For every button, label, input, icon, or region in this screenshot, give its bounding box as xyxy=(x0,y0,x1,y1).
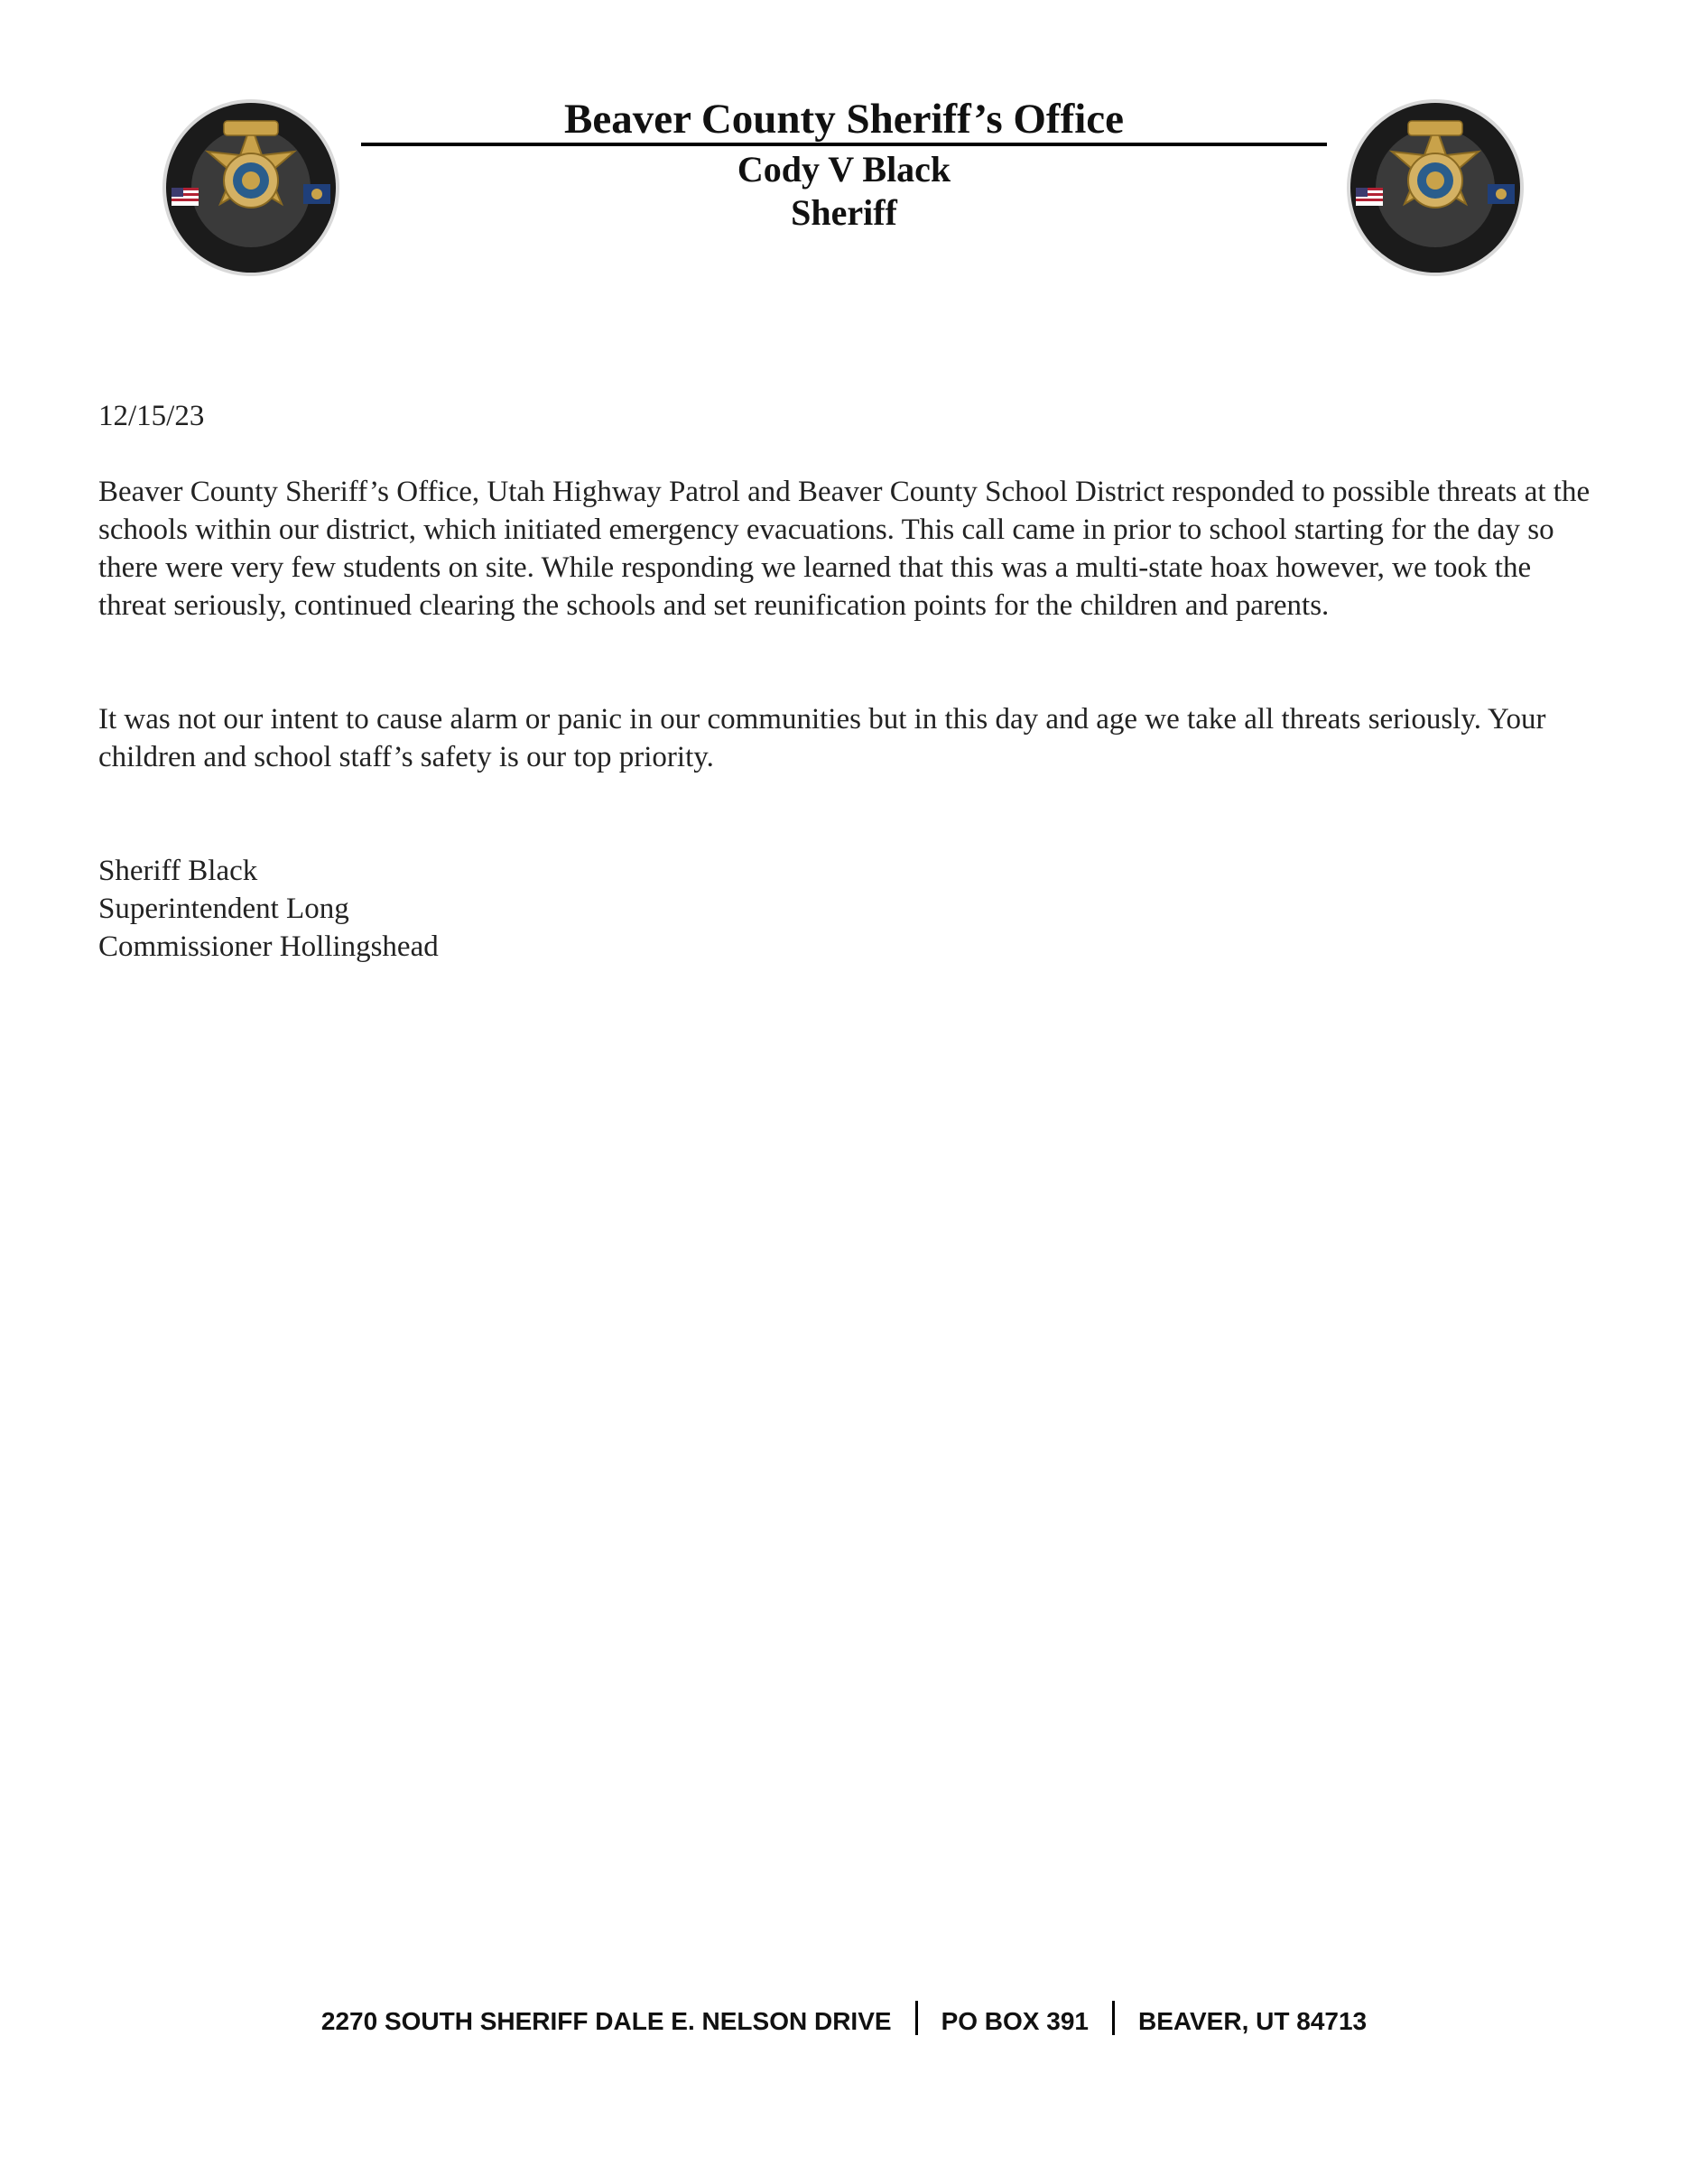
sheriff-name: Cody V Black xyxy=(737,149,951,190)
letter-paragraph-1: Beaver County Sheriff’s Office, Utah Highway Patrol and Beaver County School District responded to possible threats at the schools within our district, which initiated emergency evacuations. This call came in prior to school starting for the day so there were very few students on site. While responding we learned that this was a multi-state hoax however, we took the threat seriously, continued clearing the schools and set reunification points for the children and parents. xyxy=(98,476,1591,622)
signatory: Superintendent Long xyxy=(98,893,349,925)
letterhead-title: Beaver County Sheriff’s Office xyxy=(564,96,1124,143)
footer-address xyxy=(0,2004,1688,2041)
signatory: Sheriff Black xyxy=(98,855,258,887)
signatory: Commissioner Hollingshead xyxy=(98,930,439,963)
letter-paragraph-2: It was not our intent to cause alarm or panic in our communities but in this day and age we take all threats seriously. Your children and school staff’s safety is our top priority. xyxy=(98,703,1546,773)
sheriff-title: Sheriff xyxy=(791,192,897,233)
footer-divider xyxy=(915,2001,918,2035)
footer-city: BEAVER, UT 84713 xyxy=(1137,2007,1368,2035)
signature-block xyxy=(98,852,1597,966)
letterhead-rule xyxy=(361,143,1327,146)
footer-street: 2270 SOUTH SHERIFF DALE E. NELSON DRIVE xyxy=(320,2007,892,2035)
letter-date: 12/15/23 xyxy=(98,400,205,432)
sheriff-seal-right-graphic xyxy=(1345,97,1526,278)
sheriff-seal-left-graphic xyxy=(161,97,341,278)
sheriff-seal-right xyxy=(1345,97,1526,278)
footer-divider xyxy=(1112,2001,1115,2035)
footer-po-box: PO BOX 391 xyxy=(941,2007,1089,2035)
sheriff-seal-left xyxy=(161,97,341,278)
